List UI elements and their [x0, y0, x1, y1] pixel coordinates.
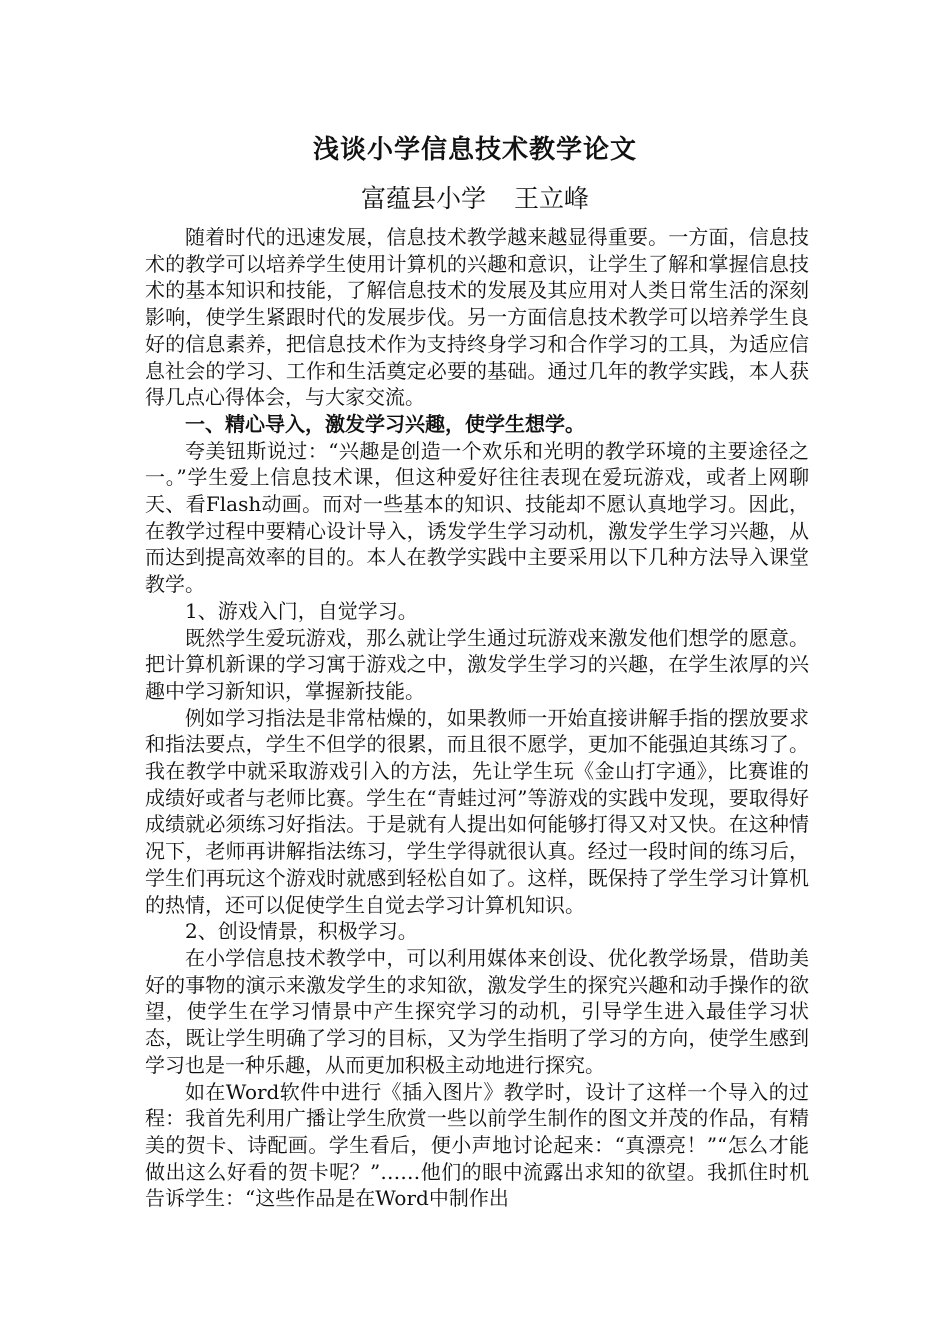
section-heading-1: 一、精心导入，激发学习兴趣，使学生想学。 — [185, 411, 585, 436]
author-name: 王立峰 — [514, 184, 590, 213]
document-body — [145, 224, 809, 1212]
author-line — [0, 181, 950, 217]
document-title: 浅谈小学信息技术教学论文 — [312, 135, 637, 165]
paragraph: 例如学习指法是非常枯燥的，如果教师一开始直接讲解手指的摆放要求和指法要点，学生不但学的很累，而且很不愿学，更加不能强迫其练习了。我在教学中就采取游戏引入的方法，先让学生玩《金山打字通》，比赛谁的成绩好或者与老师比赛。学生在“青蛙过河”等游戏的实践中发现，要取得好成绩就必须练习好指法。于是就有人提出如何能够打得又对又快。在这种情况下，老师再讲解指法练习，学生学得就很认真。经过一段时间的练习后，学生们再玩这个游戏时就感到轻松自如了。这样，既保持了学生学习计算机的热情，还可以促使学生自觉去学习计算机知识。 — [145, 705, 809, 917]
paragraph: 夸美钮斯说过：“兴趣是创造一个欢乐和光明的教学环境的主要途径之一。”学生爱上信息技术课，但这种爱好往往表现在爱玩游戏，或者上网聊天、看Flash动画。而对一些基本的知识、技能却不愿认真地学习。因此，在教学过程中要精心设计导入，诱发学生学习动机，激发学生学习兴趣，从而达到提高效率的目的。本人在教学实践中主要采用以下几种方法导入课堂教学。 — [145, 438, 809, 597]
subheading-1: 1、游戏入门，自觉学习。 — [185, 598, 418, 623]
paragraph: 如在Word软件中进行《插入图片》教学时，设计了这样一个导入的过程：我首先利用广播让学生欣赏一些以前学生制作的图文并茂的作品，有精美的贺卡、诗配画。学生看后，便小声地讨论起来：“真漂亮！”“怎么才能做出这么好看的贺卡呢？”……他们的眼中流露出求知的欲望。我抓住时机告诉学生：“这些作品是在Word中制作出 — [145, 1079, 809, 1211]
paragraph-intro: 随着时代的迅速发展，信息技术教学越来越显得重要。一方面，信息技术的教学可以培养学生使用计算机的兴趣和意识，让学生了解和掌握信息技术的基本知识和技能，了解信息技术的发展及其应用对人类日常生活的深刻影响，使学生紧跟时代的发展步伐。另一方面信息技术教学可以培养学生良好的信息素养，把信息技术作为支持终身学习和合作学习的工具，为适应信息社会的学习、工作和生活奠定必要的基础。通过几年的教学实践，本人获得几点心得体会，与大家交流。 — [145, 225, 809, 410]
paragraph: 在小学信息技术教学中，可以利用媒体来创设、优化教学场景，借助美好的事物的演示来激发学生的求知欲，激发学生的探究兴趣和动手操作的欲望，使学生在学习情景中产生探究学习的动机，引导学生进入最佳学习状态，既让学生明确了学习的目标，又为学生指明了学习的方向，使学生感到学习也是一种乐趣，从而更加积极主动地进行探究。 — [145, 945, 809, 1077]
paragraph: 既然学生爱玩游戏，那么就让学生通过玩游戏来激发他们想学的愿意。把计算机新课的学习寓于游戏之中，激发学生学习的兴趣，在学生浓厚的兴趣中学习新知识，掌握新技能。 — [145, 625, 809, 703]
subheading-2: 2、创设情景，积极学习。 — [185, 919, 418, 944]
author-school: 富蕴县小学 — [360, 184, 486, 213]
